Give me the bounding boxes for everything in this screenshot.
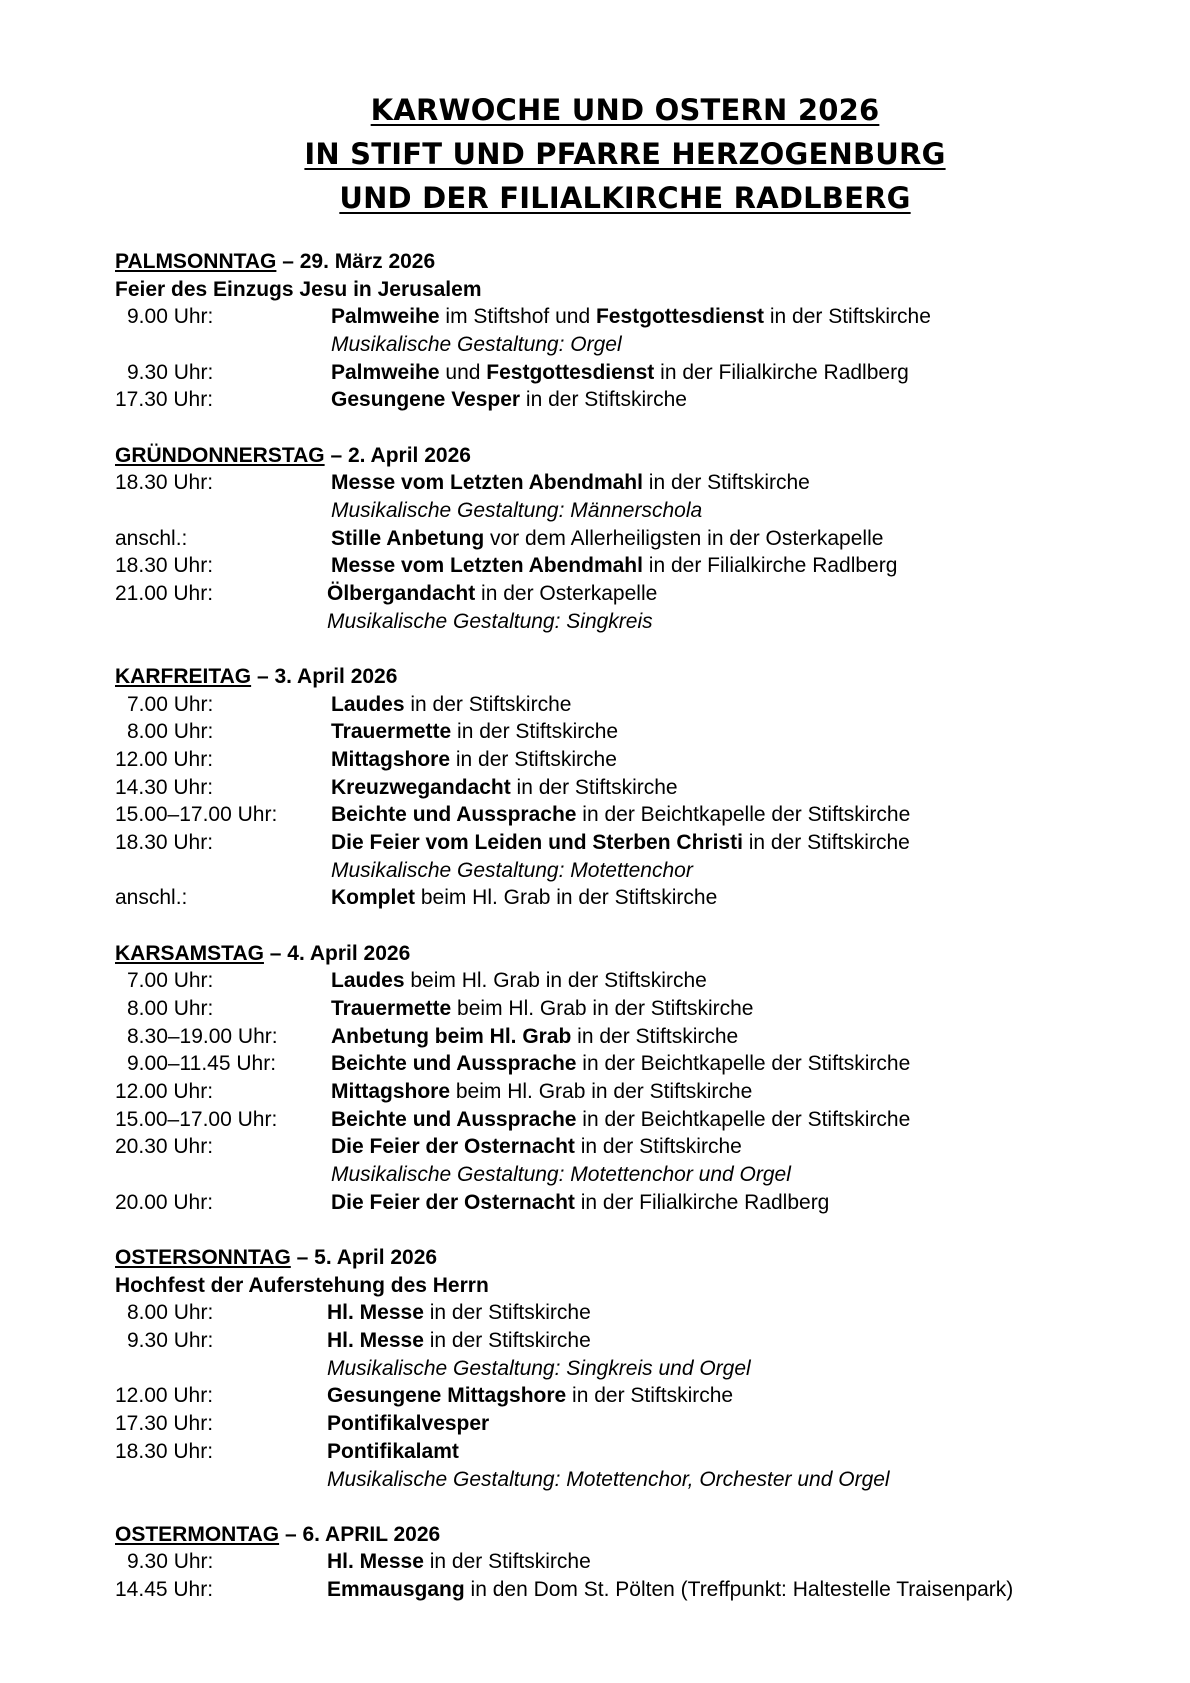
section-karsamstag	[115, 940, 1175, 1217]
event-time: 9.00 Uhr:	[127, 305, 214, 329]
section-heading	[115, 248, 1175, 276]
title-line-2: IN STIFT UND PFARRE HERZOGENBURG	[304, 137, 946, 171]
event-location: in der Stiftskirche	[423, 1301, 591, 1325]
event-location: beim Hl. Grab in der Stiftskirche	[451, 997, 754, 1020]
event-name: Palmweihe	[331, 360, 440, 384]
event-location: in der Stiftskirche	[571, 1024, 739, 1048]
event-description	[327, 1382, 733, 1410]
event-name: Stille Anbetung	[331, 526, 485, 550]
event-time: 7.00 Uhr:	[127, 969, 214, 993]
event-location: in der Beichtkapelle der Stiftskirche	[576, 1052, 911, 1076]
section-heading	[115, 442, 1175, 470]
event-location: in der Osterkapelle	[475, 582, 658, 606]
section-gründonnerstag	[115, 442, 1175, 636]
event-row	[115, 774, 1175, 802]
section-day-name: OSTERSONNTAG	[115, 1246, 291, 1269]
event-row	[115, 1548, 1175, 1576]
event-location: und	[439, 360, 487, 384]
event-row	[115, 829, 1175, 857]
music-note: Musikalische Gestaltung: Motettenchor	[331, 858, 693, 882]
event-row	[115, 746, 1175, 774]
event-row	[115, 995, 1175, 1023]
event-name: Anbetung beim Hl. Grab	[331, 1024, 572, 1048]
event-name: Emmausgang	[327, 1578, 465, 1602]
event-name: Mittagshore	[331, 748, 451, 771]
event-time: 12.00 Uhr:	[115, 1384, 214, 1408]
section-day-name: KARSAMSTAG	[115, 941, 264, 965]
event-time: 8.00 Uhr:	[127, 720, 214, 744]
event-name: Laudes	[331, 692, 405, 716]
event-name: Messe vom Letzten Abendmahl	[331, 471, 643, 495]
event-description	[327, 1548, 591, 1576]
schedule	[115, 248, 1175, 1631]
section-heading	[115, 663, 1175, 691]
event-location: in der Filialkirche Radlberg	[654, 360, 909, 384]
music-note-row	[115, 857, 1175, 885]
section-day-name: GRÜNDONNERSTAG	[115, 443, 325, 467]
section-karfreitag	[115, 663, 1175, 912]
event-name: Die Feier vom Leiden und Sterben Christi	[331, 831, 743, 855]
section-day-name: OSTERMONTAG	[115, 1522, 280, 1546]
event-time: 18.30 Uhr:	[115, 831, 214, 855]
event-location: vor dem Allerheiligsten in der Osterkapelle	[484, 526, 884, 550]
event-location: beim Hl. Grab in der Stiftskirche	[450, 1080, 753, 1104]
event-name: Beichte und Aussprache	[331, 803, 577, 827]
event-description	[331, 691, 571, 719]
event-row	[115, 1106, 1175, 1134]
event-time: 12.00 Uhr:	[115, 1080, 214, 1104]
event-name: Pontifikalamt	[327, 1439, 459, 1463]
music-note: Musikalische Gestaltung: Motettenchor, Orchester und Orgel	[327, 1467, 890, 1491]
event-description	[331, 552, 897, 580]
event-time: 8.30–19.00 Uhr:	[127, 1024, 278, 1048]
music-note-row	[115, 1161, 1175, 1189]
section-date: – 3. April 2026	[251, 664, 398, 688]
event-description	[331, 829, 910, 857]
event-name: Hl. Messe	[327, 1301, 424, 1325]
event-time: 12.00 Uhr:	[115, 748, 214, 771]
event-description	[331, 1189, 829, 1217]
section-heading	[115, 1521, 1175, 1549]
event-location: in der Stiftskirche	[520, 388, 687, 412]
event-name: Laudes	[331, 969, 405, 993]
event-time: 20.00 Uhr:	[115, 1190, 214, 1214]
event-location: im Stiftshof und	[439, 305, 596, 329]
event-row	[115, 303, 1175, 331]
event-row	[115, 552, 1175, 580]
event-location: in der Stiftskirche	[451, 720, 619, 744]
section-palmsonntag	[115, 248, 1175, 414]
section-date: – 4. April 2026	[263, 941, 411, 965]
event-name: Gesungene Vesper	[331, 388, 521, 412]
music-note-row	[115, 497, 1175, 525]
event-row	[115, 580, 1175, 608]
event-name: Festgottesdienst	[486, 360, 655, 384]
event-name: Mittagshore	[331, 1080, 451, 1104]
event-time: 15.00–17.00 Uhr:	[115, 1107, 278, 1131]
section-date: – 2. April 2026	[324, 443, 471, 467]
event-location: in der Filialkirche Radlberg	[574, 1190, 830, 1214]
event-time: 9.30 Uhr:	[127, 1550, 214, 1574]
title-line-3: UND DER FILIALKIRCHE RADLBERG	[339, 181, 911, 215]
event-time: 20.30 Uhr:	[115, 1135, 214, 1159]
event-row	[115, 1576, 1175, 1604]
event-location: in der Beichtkapelle der Stiftskirche	[576, 803, 911, 827]
section-day-name: KARFREITAG	[115, 664, 252, 688]
event-name: Trauermette	[331, 720, 452, 744]
event-description	[331, 469, 810, 497]
event-location: in der Stiftskirche	[642, 471, 810, 495]
music-note: Musikalische Gestaltung: Männerschola	[331, 499, 703, 522]
event-name: Komplet	[331, 886, 415, 910]
event-description	[331, 967, 707, 995]
event-row	[115, 469, 1175, 497]
event-description	[331, 1133, 742, 1161]
event-name: Hl. Messe	[327, 1329, 424, 1353]
music-note-row	[115, 608, 1175, 636]
event-time: 18.30 Uhr:	[115, 1439, 214, 1463]
event-time: 18.30 Uhr:	[115, 554, 214, 578]
event-name: Pontifikalvesper	[327, 1412, 490, 1436]
event-name: Die Feier der Osternacht	[331, 1135, 575, 1159]
event-name: Beichte und Aussprache	[331, 1052, 577, 1076]
event-row	[115, 1327, 1175, 1355]
event-time: 7.00 Uhr:	[127, 692, 214, 716]
event-row	[115, 801, 1175, 829]
event-description	[331, 1078, 752, 1106]
event-time: 14.30 Uhr:	[115, 775, 214, 799]
title-line-1: KARWOCHE UND OSTERN 2026	[370, 93, 880, 127]
event-row	[115, 1410, 1175, 1438]
event-row	[115, 1078, 1175, 1106]
event-row	[115, 1133, 1175, 1161]
section-subtitle: Feier des Einzugs Jesu in Jerusalem	[115, 277, 482, 301]
event-time: 17.30 Uhr:	[115, 388, 214, 412]
event-name: Festgottesdienst	[595, 305, 764, 329]
event-description	[331, 884, 717, 912]
event-description	[331, 359, 909, 387]
event-row	[115, 1438, 1175, 1466]
event-location: in der Stiftskirche	[450, 748, 617, 771]
event-time: 21.00 Uhr:	[115, 582, 214, 606]
music-note: Musikalische Gestaltung: Singkreis und Orgel	[327, 1356, 751, 1380]
event-time: 15.00–17.00 Uhr:	[115, 803, 278, 827]
event-name: Hl. Messe	[327, 1550, 424, 1574]
event-description	[327, 1438, 459, 1466]
event-time: 8.00 Uhr:	[127, 997, 214, 1020]
event-description	[331, 995, 753, 1023]
event-row	[115, 718, 1175, 746]
event-location: in der Filialkirche Radlberg	[642, 554, 898, 578]
event-description	[331, 774, 678, 802]
event-location: in der Beichtkapelle der Stiftskirche	[576, 1107, 911, 1131]
section-date: – 5. April 2026	[290, 1246, 438, 1269]
music-note: Musikalische Gestaltung: Orgel	[331, 333, 622, 357]
event-name: Kreuzwegandacht	[331, 775, 511, 799]
event-name: Ölbergandacht	[327, 582, 476, 606]
event-location: in der Stiftskirche	[574, 1135, 742, 1159]
event-time: 17.30 Uhr:	[115, 1412, 214, 1436]
event-row	[115, 386, 1175, 414]
event-description	[331, 386, 687, 414]
event-row	[115, 1299, 1175, 1327]
event-location: beim Hl. Grab in der Stiftskirche	[415, 886, 718, 910]
section-day-name: PALMSONNTAG	[115, 250, 277, 273]
event-time: anschl.:	[115, 526, 188, 550]
event-time: 9.00–11.45 Uhr:	[127, 1052, 277, 1076]
music-note-row	[115, 331, 1175, 359]
event-name: Beichte und Aussprache	[331, 1107, 577, 1131]
section-ostermontag	[115, 1521, 1175, 1604]
event-name: Die Feier der Osternacht	[331, 1190, 575, 1214]
event-row	[115, 1382, 1175, 1410]
event-location: in der Stiftskirche	[404, 692, 572, 716]
document-title	[0, 88, 1190, 220]
event-description	[331, 1106, 910, 1134]
event-location: in der Stiftskirche	[510, 775, 678, 799]
event-time: anschl.:	[115, 886, 188, 910]
event-name: Trauermette	[331, 997, 452, 1020]
section-heading	[115, 940, 1175, 968]
event-time: 9.30 Uhr:	[127, 1329, 214, 1353]
event-description	[327, 1327, 591, 1355]
event-location: in den Dom St. Pölten (Treffpunkt: Haltestelle Traisenpark)	[464, 1578, 1014, 1602]
event-description	[331, 525, 883, 553]
event-description	[331, 303, 931, 331]
event-description	[327, 580, 657, 608]
music-note: Musikalische Gestaltung: Singkreis	[327, 609, 653, 633]
event-row	[115, 1050, 1175, 1078]
event-row	[115, 967, 1175, 995]
event-row	[115, 1023, 1175, 1051]
event-description	[331, 1023, 738, 1051]
event-location: beim Hl. Grab in der Stiftskirche	[404, 969, 707, 993]
event-row	[115, 1189, 1175, 1217]
event-name: Gesungene Mittagshore	[327, 1384, 567, 1408]
music-note-row	[115, 1466, 1175, 1494]
event-row	[115, 884, 1175, 912]
event-name: Palmweihe	[331, 305, 440, 329]
event-location: in der Stiftskirche	[566, 1384, 734, 1408]
event-time: 14.45 Uhr:	[115, 1578, 214, 1602]
event-row	[115, 691, 1175, 719]
event-description	[327, 1410, 489, 1438]
event-row	[115, 525, 1175, 553]
event-time: 18.30 Uhr:	[115, 471, 214, 495]
event-description	[331, 1050, 910, 1078]
event-description	[327, 1299, 591, 1327]
event-time: 8.00 Uhr:	[127, 1301, 214, 1325]
event-location: in der Stiftskirche	[764, 305, 931, 329]
event-description	[331, 801, 910, 829]
music-note: Musikalische Gestaltung: Motettenchor und Orgel	[331, 1163, 791, 1187]
section-subtitle: Hochfest der Auferstehung des Herrn	[115, 1273, 489, 1297]
event-description	[331, 718, 618, 746]
section-heading	[115, 1244, 1175, 1272]
event-description	[327, 1576, 1013, 1604]
event-location: in der Stiftskirche	[423, 1550, 591, 1574]
music-note-row	[115, 1355, 1175, 1383]
event-location: in der Stiftskirche	[423, 1329, 591, 1353]
section-date: – 29. März 2026	[276, 250, 436, 273]
event-location: in der Stiftskirche	[742, 831, 910, 855]
section-ostersonntag	[115, 1244, 1175, 1493]
event-time: 9.30 Uhr:	[127, 360, 214, 384]
event-description	[331, 746, 617, 774]
event-row	[115, 359, 1175, 387]
event-name: Messe vom Letzten Abendmahl	[331, 554, 643, 578]
section-date: – 6. APRIL 2026	[279, 1522, 441, 1546]
